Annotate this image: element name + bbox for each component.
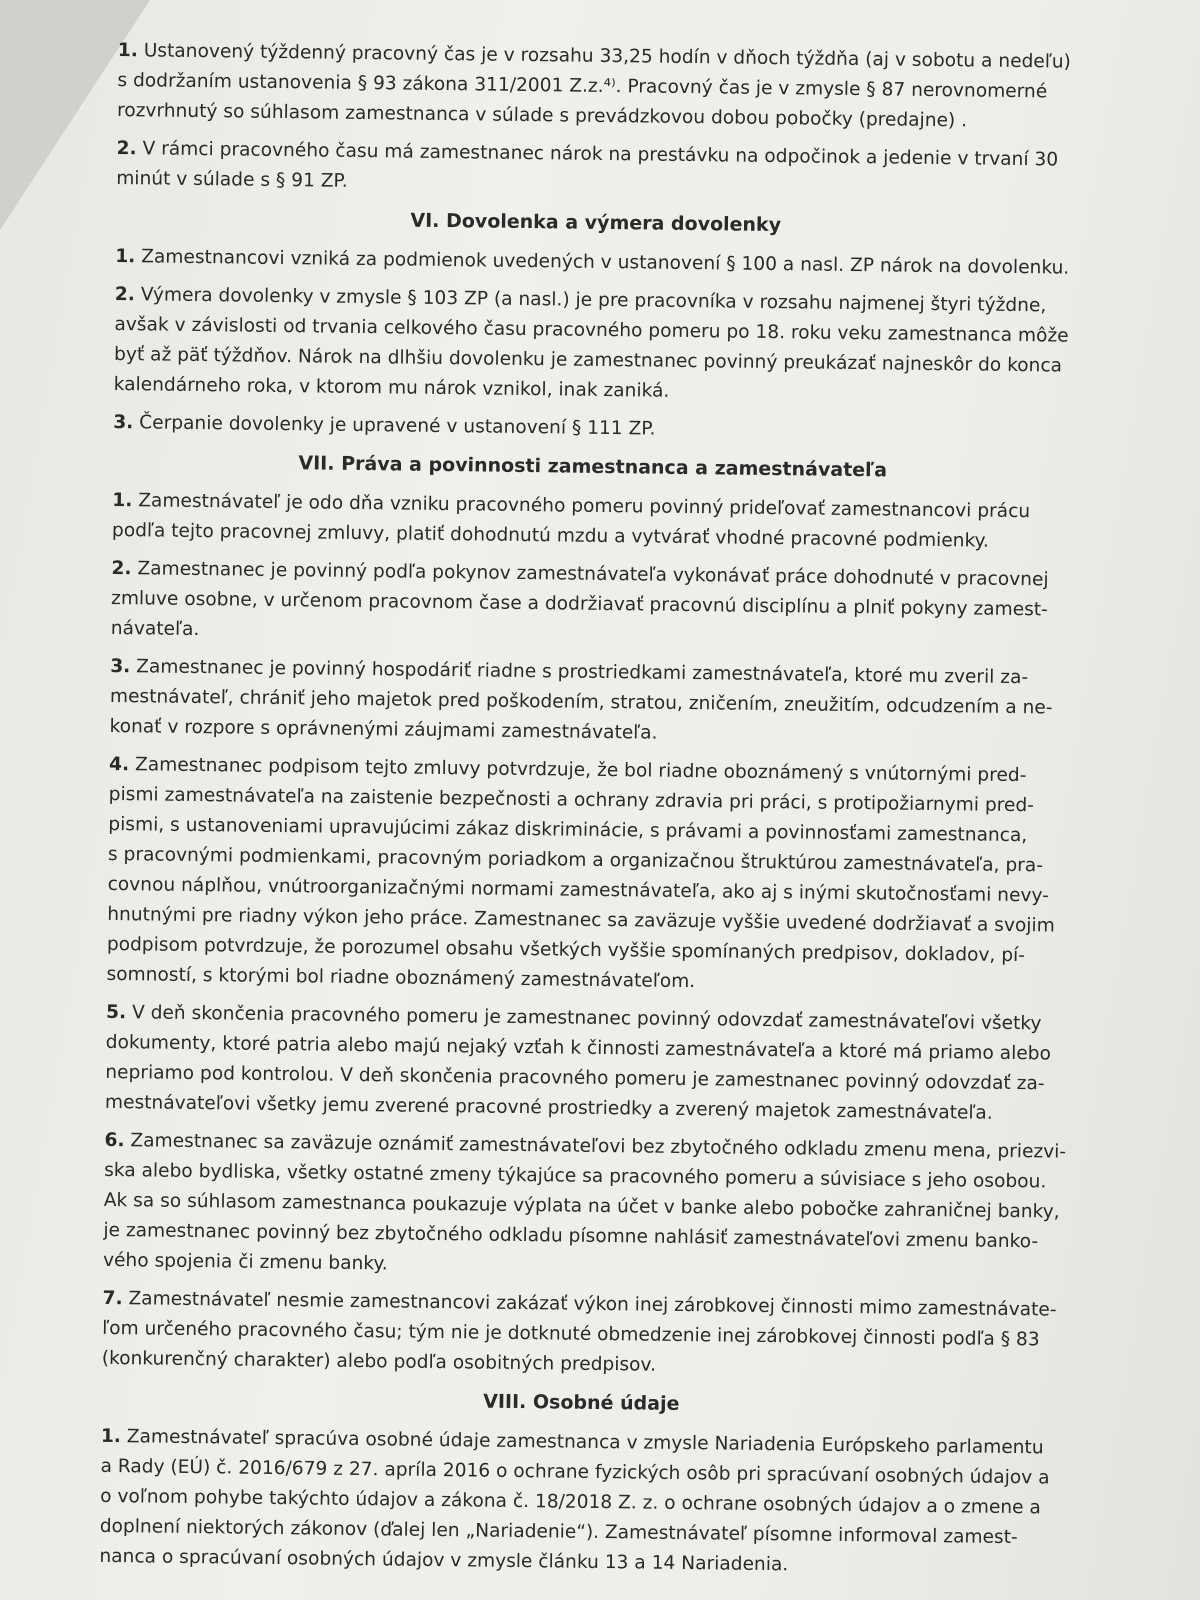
line-text: Zamestnávateľ nesmie zamestnancovi zakázať výkon inej zárobkovej činnosti mimo zamestnávate- <box>128 1288 1057 1321</box>
line-text: o voľnom pohybe takýchto údajov a zákona č. 18/2018 Z. z. o ochrane osobných údajov a o zmene a <box>100 1485 1042 1519</box>
line-text: je zamestnanec povinný bez zbytočného odkladu písomne nahlásiť zamestnávateľovi zmenu banko- <box>103 1219 1039 1253</box>
line-text: Ak sa so súhlasom zamestnanca poukazuje výplata na účet v banke alebo pobočke zahraničnej banky, <box>103 1189 1060 1223</box>
line-text: doplnení niektorých zákonov (ďalej len „Nariadenie“). Zamestnávateľ písomne informoval zamest- <box>99 1515 1018 1549</box>
numbered-paragraph <box>114 280 1075 412</box>
paragraph-number: 4. <box>108 753 130 776</box>
line-text: a Rady (EÚ) č. 2016/679 z 27. apríla 2016 o ochrane fyzických osôb pri spracúvaní osobných údajov a <box>100 1455 1050 1489</box>
paragraph-number: 2. <box>114 283 135 306</box>
paragraph-number: 3. <box>113 411 134 434</box>
line-text: minút v súlade s § 91 ZP. <box>116 167 348 192</box>
paragraph-number: 1. <box>112 489 133 512</box>
paragraph-number: 1. <box>115 245 136 268</box>
line-text: Ustanovený týždenný pracovný čas je v rozsahu 33,25 hodín v dňoch týždňa (aj v sobotu a nedeľu) <box>143 40 1071 73</box>
section-heading: VII. Práva a povinnosti zamestnanca a zamestnávateľa <box>298 452 888 482</box>
line-text: vého spojenia či zmenu banky. <box>102 1249 388 1275</box>
paragraph-number: 6. <box>104 1129 125 1152</box>
line-text: s pracovnými podmienkami, pracovným poriadkom a organizačnou štruktúrou zamestnávateľa, pra- <box>107 843 1044 877</box>
line-text: Čerpanie dovolenky je upravené v ustanovení § 111 ZP. <box>139 412 656 440</box>
line-text: Zamestnanec je povinný podľa pokynov zamestnávateľa vykonávať práce dohodnuté v pracovnej <box>137 558 1049 591</box>
line-text: pismi zamestnávateľa na zaistenie bezpečnosti a ochrany zdravia pri práci, s protipožiarnymi pred- <box>108 783 1035 817</box>
line-text: Zamestnanec sa zaväzuje oznámiť zamestnávateľovi bez zbytočného odkladu zmenu mena, priezvi- <box>130 1130 1067 1163</box>
paragraph-number: 7. <box>102 1287 123 1310</box>
line-text: dokumenty, ktoré patria alebo majú nejaký vzťah k činnosti zamestnávateľa a ktoré má priamo alebo <box>105 1031 1052 1065</box>
line-text: Výmera dovolenky v zmysle § 103 ZP (a nasl.) je pre pracovníka v rozsahu najmenej štyri týždne, <box>140 284 1047 317</box>
line-text: návateľa. <box>110 617 200 641</box>
line-text: podľa tejto pracovnej zmluvy, platiť dohodnutú mzdu a vytvárať vhodné pracovné podmienky. <box>111 519 990 552</box>
numbered-paragraph <box>103 1126 1065 1288</box>
paragraph-number: 2. <box>111 557 132 580</box>
text-line <box>115 242 1075 284</box>
numbered-paragraph <box>117 36 1078 138</box>
numbered-paragraph <box>115 242 1075 284</box>
line-text: byť až päť týždňov. Nárok na dlhšiu dovolenku je zamestnanec povinný preukázať najneskôr do konca <box>113 343 1063 377</box>
paragraph-number: 2. <box>116 137 137 160</box>
numbered-paragraph <box>106 750 1069 1002</box>
numbered-paragraph <box>105 998 1066 1130</box>
line-text: V rámci pracovného času má zamestnanec nárok na prestávku na odpočinok a jedenie v trvaní 30 <box>142 138 1059 171</box>
paragraph-number: 1. <box>117 39 138 62</box>
line-text: nepriamo pod kontrolou. V deň skončenia pracovného pomeru je zamestnanec povinný odovzdať za- <box>105 1061 1045 1095</box>
numbered-paragraph <box>116 134 1077 206</box>
document-body <box>99 36 1078 1592</box>
numbered-paragraph <box>111 554 1072 656</box>
line-text: Zamestnávateľ spracúva osobné údaje zamestnanca v zmysle Nariadenia Európskeho parlamentu <box>126 1426 1044 1459</box>
line-text: hnutnými pre riadny výkon jeho práce. Zamestnanec sa zaväzuje vyššie uvedené dodržiavať a svojim <box>107 903 1055 937</box>
numbered-paragraph <box>99 1422 1061 1584</box>
numbered-paragraph <box>112 486 1073 558</box>
section-heading: VIII. Osobné údaje <box>483 1390 680 1415</box>
line-text: podpisom potvrdzuje, že porozumel obsahu všetkých vyššie spomínaných predpisov, dokladov, pí- <box>106 933 1026 967</box>
line-text: avšak v závislosti od trvania celkového času pracovného pomeru po 18. roku veku zamestnanca môže <box>114 313 1069 347</box>
line-text: Zamestnanec je povinný hospodáriť riadne s prostriedkami zamestnávateľa, ktoré mu zveril za- <box>136 656 1029 689</box>
section-heading: VI. Dovolenka a výmera dovolenky <box>410 209 782 237</box>
line-text: covnou náplňou, vnútroorganizačnými normami zamestnávateľa, ako aj s inými skutočnosťami nevy- <box>107 873 1049 907</box>
line-text: pismi, s ustanoveniami upravujúcimi zákaz diskriminácie, s právami a povinnosťami zamestnanca, <box>108 813 1028 847</box>
line-text: s dodržaním ustanovenia § 93 zákona 311/2001 Z.z.⁴⁾. Pracovný čas je v zmysle § 87 nerovnomerné <box>117 69 1048 103</box>
line-text: V deň skončenia pracovného pomeru je zamestnanec povinný odovzdať zamestnávateľovi všetky <box>131 1002 1042 1035</box>
paragraph-number: 3. <box>110 655 131 678</box>
paragraph-number: 5. <box>105 1001 127 1024</box>
line-text: nanca o spracúvaní osobných údajov v zmysle článku 13 a 14 Nariadenia. <box>99 1545 789 1576</box>
line-text: (konkurenčný charakter) alebo podľa osobitných predpisov. <box>101 1347 657 1376</box>
numbered-paragraph <box>113 408 1073 450</box>
line-text: Zamestnancovi vzniká za podmienok uvedených v ustanovení § 100 a nasl. ZP nárok na dovolenku. <box>141 246 1070 279</box>
line-text: zmluve osobne, v určenom pracovnom čase a dodržiavať pracovnú disciplínu a plniť pokyny zamest- <box>110 587 1048 621</box>
line-text: somností, s ktorými bol riadne oboznámený zamestnávateľom. <box>106 963 696 993</box>
line-text: mestnávateľ, chrániť jeho majetok pred poškodením, stratou, zničením, zneužitím, odcudzením a ne- <box>109 685 1053 719</box>
numbered-paragraph <box>109 652 1070 754</box>
line-text: kalendárneho roka, v ktorom mu nárok vznikol, inak zaniká. <box>113 373 670 402</box>
numbered-paragraph <box>102 1284 1063 1386</box>
line-text: rozvrhnutý so súhlasom zamestnanca v súlade s prevádzkovou dobou pobočky (predajne) . <box>116 99 968 132</box>
line-text: konať v rozpore s oprávnenými záujmami zamestnávateľa. <box>109 715 658 744</box>
line-text: mestnávateľovi všetky jemu zverené pracovné prostriedky a zverený majetok zamestnávateľa. <box>104 1091 993 1124</box>
line-text: Zamestnanec podpisom tejto zmluvy potvrdzuje, že bol riadne oboznámený s vnútornými pred- <box>134 754 1027 787</box>
text-line <box>113 408 1073 450</box>
line-text: Zamestnávateľ je odo dňa vzniku pracovného pomeru povinný prideľovať zamestnancovi prácu <box>138 490 1031 523</box>
line-text: ska alebo bydliska, všetky ostatné zmeny týkajúce sa pracovného pomeru a súvisiace s jeho osobou. <box>104 1159 1047 1193</box>
paragraph-number: 1. <box>100 1425 122 1448</box>
line-text: ľom určeného pracovného času; tým nie je dotknuté obmedzenie inej zárobkovej činnosti podľa § 83 <box>102 1317 1040 1351</box>
